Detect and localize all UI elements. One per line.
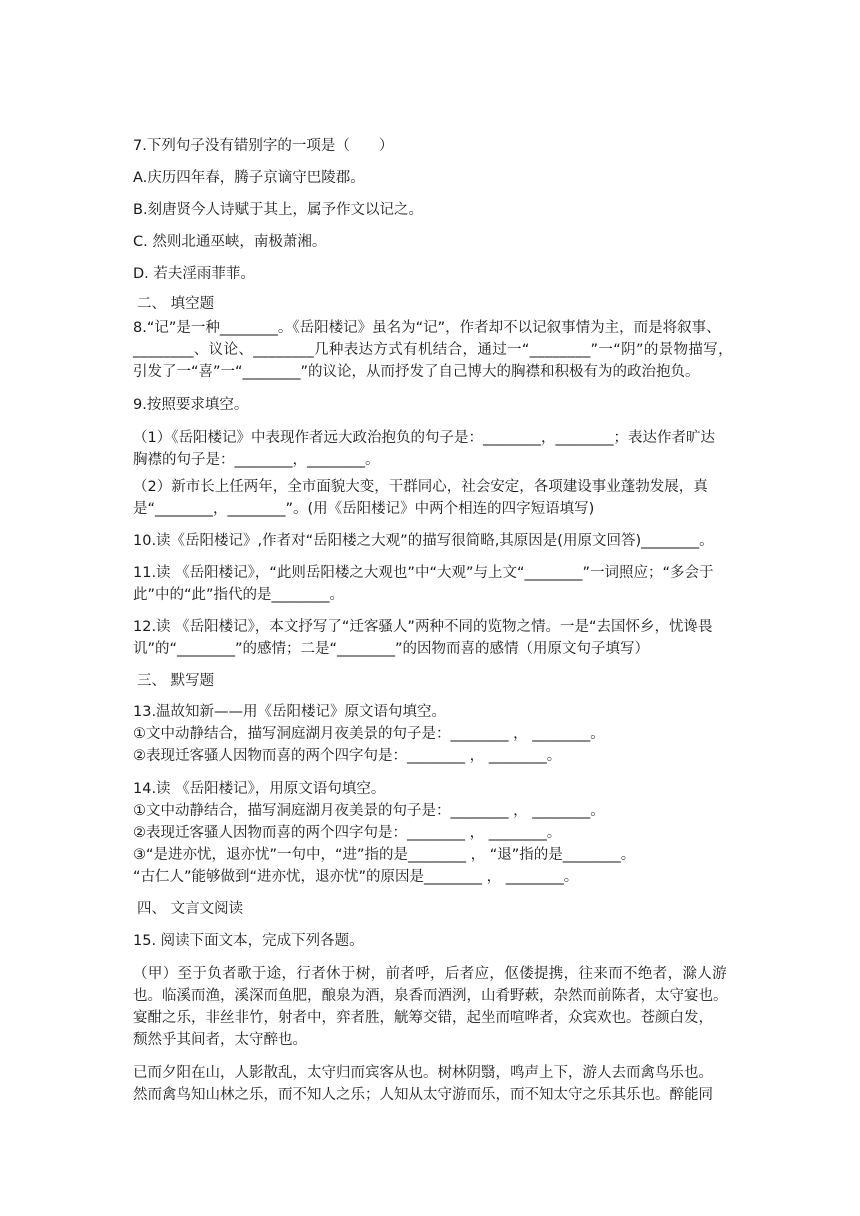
q15-para1-line-1: （甲）至于负者歌于途，行者休于树，前者呼，后者应，伛偻提携，往来而不绝者，滁人游 [133, 966, 727, 982]
q7-stem: 7.下列句子没有错别字的一项是（ ） [133, 138, 394, 154]
q15-para1-line-2: 也。临溪而渔，溪深而鱼肥，酿泉为酒，泉香而酒洌，山肴野蔌，杂然而前陈者，太守宴也。 [133, 988, 728, 1004]
q12-line-1: 12.读 《岳阳楼记》，本文抒写了“迁客骚人”两种不同的览物之情。一是“去国怀乡，忧谗畏 [133, 619, 713, 635]
q14-line-5: “古仁人”能够做到“进亦忧，退亦忧”的原因是________ ， ________。 [133, 869, 579, 885]
q7-option-d: D. 若夫淫雨菲菲。 [133, 266, 255, 282]
q8-line-3: 引发了一“喜”一“________”的议论，从而抒发了自己博大的胸襟和积极有为的政治抱负。 [133, 364, 700, 380]
q12-line-2: 讥”的“________”的感情；二是“________”的因物而喜的感情（用原文句子填写） [133, 641, 650, 657]
q7-option-c: C. 然则北通巫峡，南极萧湘。 [133, 234, 327, 250]
q8-line-2: ________、议论、________几种表达方式有机结合，通过一“________”一“阴”的景物描写， [133, 342, 733, 358]
q7-option-a: A.庆历四年春，腾子京谪守巴陵郡。 [133, 170, 365, 186]
q14-line-1: 14.读 《岳阳楼记》，用原文语句填空。 [133, 781, 386, 797]
q9-stem: 9.按照要求填空。 [133, 397, 249, 413]
q9-p1-line-1: （1）《岳阳楼记》中表现作者远大政治抱负的句子是：________，________；表达作者旷达 [133, 430, 715, 446]
q15-para2-line-2: 然而禽鸟知山林之乐，而不知人之乐；人知从太守游而乐，而不知太守之乐其乐也。醉能同 [133, 1087, 713, 1103]
q15-stem: 15. 阅读下面文本，完成下列各题。 [133, 933, 364, 949]
q13-line-1: 13.温故知新——用《岳阳楼记》原文语句填空。 [133, 704, 447, 720]
q15-para2-line-1: 已而夕阳在山，人影散乱，太守归而宾客从也。树林阴翳，鸣声上下，游人去而禽鸟乐也。 [133, 1065, 713, 1081]
q15-para1-line-3: 宴酣之乐，非丝非竹，射者中，弈者胜，觥筹交错，起坐而喧哗者，众宾欢也。苍颜白发， [133, 1010, 713, 1026]
q8-line-1: 8.“记”是一种________。《岳阳楼记》虽名为“记”，作者却不以记叙事情为主，而是将叙事、 [133, 320, 721, 336]
q11-line-1: 11.读 《岳阳楼记》，“此则岳阳楼之大观也”中“大观”与上文“________”一词照应；“多会于 [133, 565, 714, 581]
q7-option-b: B.刻唐贤今人诗赋于其上，属予作文以记之。 [133, 202, 424, 218]
q14-line-2: ①文中动静结合，描写洞庭湖月夜美景的句子是：________ ， ________。 [133, 803, 605, 819]
section-2-title: 二、 填空题 [137, 296, 215, 312]
q13-line-3: ②表现迁客骚人因物而喜的两个四字句是：________ ， ________。 [133, 748, 562, 764]
q14-line-4: ③“是进亦忧，退亦忧”一句中，“进”指的是________ ， “退”指的是________。 [133, 847, 636, 863]
q9-p2-line-2: 是“________，________”。(用《岳阳楼记》中两个相连的四字短语填写) [133, 501, 595, 517]
q11-line-2: 此”中的“此”指代的是________。 [133, 587, 345, 603]
section-4-title: 四、 文言文阅读 [137, 901, 244, 917]
q9-p1-line-2: 胸襟的句子是：________，________。 [133, 452, 380, 468]
q10-text: 10.读《岳阳楼记》,作者对“岳阳楼之大观”的描写很简略,其原因是(用原文回答)________。 [133, 533, 714, 549]
q9-p2-line-1: （2）新市长上任两年，全市面貌大变，干群同心，社会安定，各项建设事业蓬勃发展，真 [133, 479, 708, 495]
q13-line-2: ①文中动静结合，描写洞庭湖月夜美景的句子是：________ ， ________。 [133, 726, 605, 742]
section-3-title: 三、 默写题 [137, 673, 215, 689]
q15-para1-line-4: 颓然乎其间者，太守醉也。 [133, 1032, 307, 1048]
q14-line-3: ②表现迁客骚人因物而喜的两个四字句是：________ ， ________。 [133, 825, 562, 841]
